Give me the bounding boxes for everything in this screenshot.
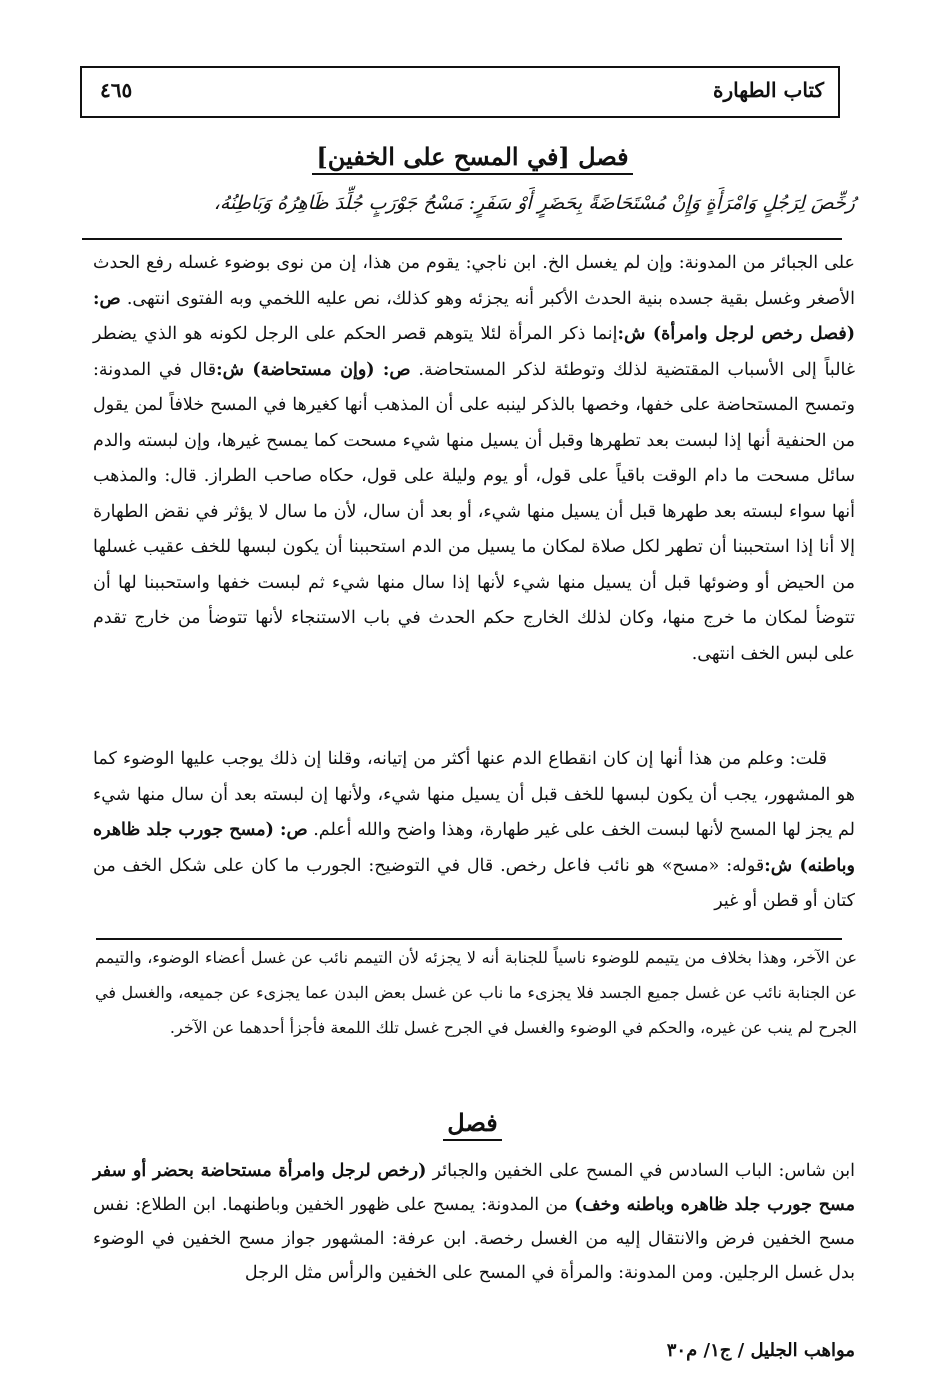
matn-text: رُخِّصَ لِرَجُلٍ وَامْرَأَةٍ وَإِنْ مُسْتَحَاضَةً بِحَضَرٍ أَوْ سَفَرٍ: مَسْحُ جَوْرَبٍ جُلِّدَ ظَاهِرُهُ وَبَاطِنُهُ، bbox=[213, 192, 855, 214]
matn-divider bbox=[82, 238, 842, 240]
commentary-paragraph-2 bbox=[93, 742, 855, 920]
section-heading-fasl bbox=[0, 1108, 945, 1137]
commentary-text: على الجبائر من المدونة: وإن لم يغسل الخ. ابن ناجي: يقوم من هذا، إن من نوى بوضوء غسله رفع الحدث الأصغر وغسل بقية جسده بنية الحدث الأكبر أنه يجزئه وهو كذلك، نص عليه اللخمي وبه الفتوى انتهى. bbox=[93, 253, 855, 309]
matn-quote: ص: (مسح جورب جلد ظاهره وباطنه) ش: bbox=[93, 820, 855, 876]
matn-quote: (رخص لرجل وامرأة مستحاضة بحضر أو سفر مسح جورب جلد ظاهره وباطنه وخف) bbox=[93, 1161, 855, 1215]
matn-quote: ص: (فصل رخص لرجل وامرأة) ش: bbox=[93, 288, 855, 344]
page-number: ٤٦٥ bbox=[100, 78, 133, 102]
footnote: عن الآخر، وهذا بخلاف من يتيمم للوضوء ناسياً للجنابة أنه لا يجزئه لأن التيمم نائب عن غسل أعضاء الوضوء، والتيمم عن الجنابة نائب عن غسل جميع الجسد فلا يجزىء ما ناب عن غسل بعض البدن عما يجزىء عن جميعه، والغسل في الجرح لم ينب عن غيره، والحكم في الوضوء والغسل في الجرح غسل تلك اللمعة فأجزأ أحدهما عن الآخر. bbox=[95, 948, 857, 1037]
section2-paragraph bbox=[93, 1154, 855, 1290]
commentary-paragraph-1 bbox=[93, 246, 855, 672]
commentary-text: قلت: وعلم من هذا أنها إن كان انقطاع الدم عنها أكثر من إتيانه، وقلنا إن ذلك يوجب عليها الوضوء كما هو المشهور، يجب أن يكون لبسها للخف قبل أن يسيل منها شيء، ولأنها إن لبسته بعد أن سال منها شيء لم يجز لها المسح لأنها لبست الخف على غير طهارة، وهذا واضح والله أعلم. bbox=[93, 749, 855, 840]
section-heading-text: فصل [في المسح على الخفين] bbox=[312, 142, 632, 175]
signature-footer: مواهب الجليل / ج١/ م٣٠ bbox=[666, 1340, 855, 1361]
commentary-text: قال في المدونة: وتمسح المستحاضة على خفها، وخصها بالذكر لينبه على أن المذهب أنها كغيرها في المسح خلافاً لمن يقول من الحنفية أنها إذا لبست بعد تطهرها وقبل أن يسيل منها شيء مسحت كما يمسح غيرها، وإن لبسته والدم سائل مسحت ما دام الوقت باقياً على قول، أو يوم وليلة على قول، حكاه صاحب الطراز. قال: والمذهب أنها سواء لبسته بعد طهرها قبل أن يسيل منها شيء، أو بعد أن سال، لأن ما سال لا يؤثر في نقض الطهارة إلا أنا إذا استحببنا أن تطهر لكل صلاة لمكان ما يسيل من الدم استحببنا أن يكون لبسها للخف عقيب غسلها من الحيض أو وضوئها قبل أن يسيل منها شيء لأنها إذا سال منها شيء ثم لبست خفها واستحببنا لها أن تتوضأ لمكان ما خرج منها، وكان لذلك الخارج حكم الحدث في باب الاستنجاء لأنها تتوضأ من خارج تقدم على لبس الخف انتهى. bbox=[93, 359, 855, 664]
commentary-text: إنما ذكر المرأة لئلا يتوهم قصر الحكم على الرجل لكونه هو الذي يضطر غالباً إلى الأسباب المقتضية لذلك وتوطئة لذكر المستحاضة. bbox=[93, 324, 856, 380]
commentary-text: من المدونة: يمسح على ظهور الخفين وباطنهما. ابن الطلاع: نفس مسح الخفين فرض والانتقال إليه من الغسل رخصة. ابن عرفة: المشهور جواز مسح الخفين في الوضوء بدل غسل الرجلين. ومن المدونة: والمرأة في المسح على الخفين والرأس مثل الرجل bbox=[93, 1195, 855, 1283]
section-heading-masah bbox=[0, 142, 945, 171]
matn-quote: ص: (وإن مستحاضة) ش: bbox=[216, 359, 411, 380]
running-header bbox=[80, 66, 840, 118]
commentary-text: ابن شاس: الباب السادس في المسح على الخفين والجبائر bbox=[432, 1161, 855, 1181]
commentary-text: قوله: «مسح» هو نائب فاعل رخص. قال في التوضيح: الجورب ما كان على شكل الخف من كتان أو قطن أو غير bbox=[93, 855, 855, 911]
section-heading-text: فصل bbox=[443, 1108, 501, 1141]
book-title: كتاب الطهارة bbox=[713, 78, 824, 102]
